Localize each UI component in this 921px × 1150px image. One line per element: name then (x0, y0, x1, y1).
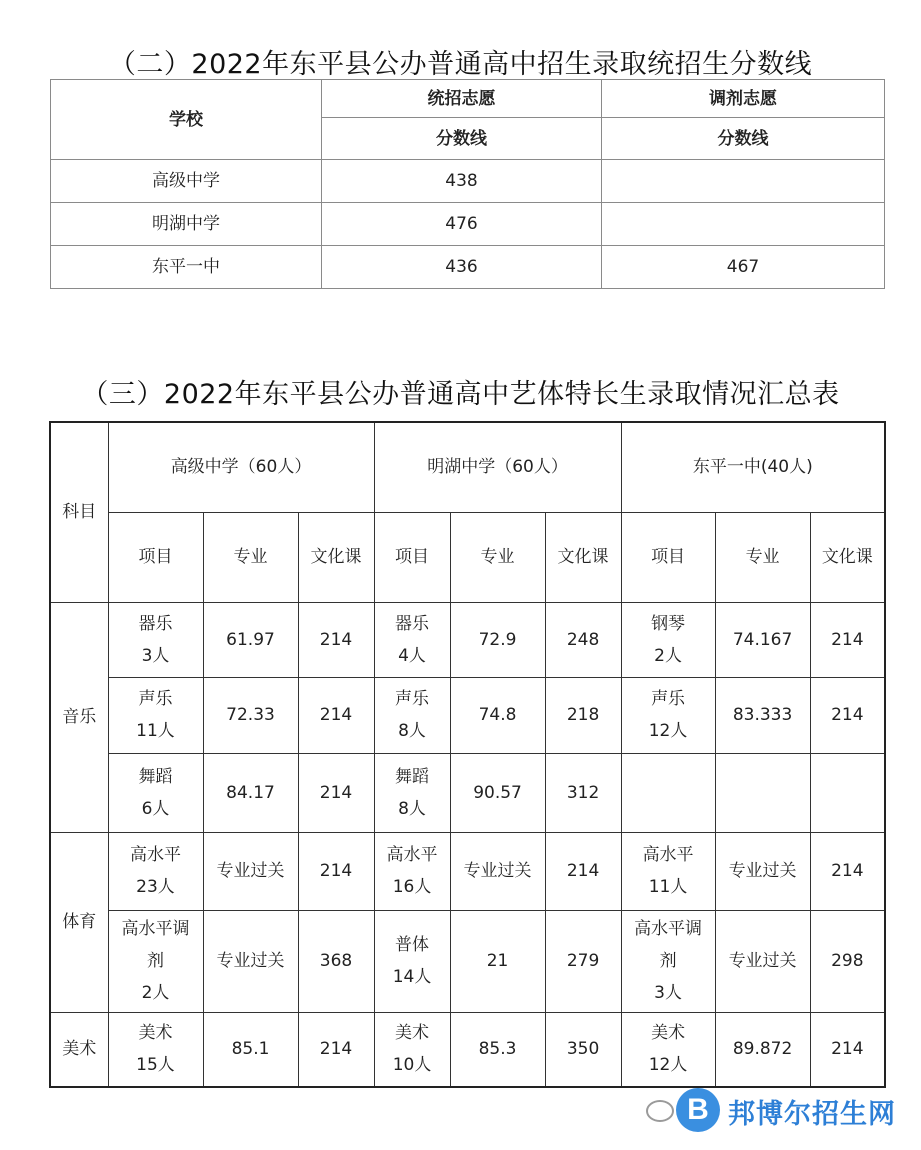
culture-score: 214 (545, 832, 621, 910)
major-score: 专业过关 (715, 910, 810, 1012)
table-row (50, 910, 885, 1012)
header-item: 项目 (374, 512, 450, 602)
culture-score: 298 (810, 910, 885, 1012)
table-row (50, 832, 885, 910)
culture-score: 214 (298, 677, 374, 753)
header-score-unified: 分数线 (322, 118, 602, 160)
major-score: 专业过关 (203, 832, 298, 910)
culture-score: 214 (298, 832, 374, 910)
culture-score: 312 (545, 753, 621, 832)
header-unified: 统招志愿 (322, 80, 602, 118)
item-cell: 高水平 11人 (621, 832, 715, 910)
header-item: 项目 (621, 512, 715, 602)
major-score: 84.17 (203, 753, 298, 832)
table-row (51, 203, 885, 246)
culture-score: 368 (298, 910, 374, 1012)
header-culture: 文化课 (810, 512, 885, 602)
table-row (50, 677, 885, 753)
section2-title: （二）2022年东平县公办普通高中招生录取统招生分数线 (108, 49, 813, 80)
major-score: 89.872 (715, 1012, 810, 1087)
major-score (715, 753, 810, 832)
culture-score (810, 753, 885, 832)
culture-score: 214 (298, 602, 374, 677)
item-cell: 声乐 12人 (621, 677, 715, 753)
culture-score: 214 (810, 832, 885, 910)
table-row (51, 160, 885, 203)
culture-score: 214 (298, 1012, 374, 1087)
item-cell: 美术 15人 (108, 1012, 203, 1087)
item-cell: 器乐 3人 (108, 602, 203, 677)
major-score: 90.57 (450, 753, 545, 832)
art-sports-admission-table (49, 421, 886, 1088)
table-row (50, 753, 885, 832)
watermark (640, 1086, 910, 1134)
major-score: 83.333 (715, 677, 810, 753)
header-school1: 高级中学（60人） (108, 422, 374, 512)
header-culture: 文化课 (545, 512, 621, 602)
header-item: 项目 (108, 512, 203, 602)
item-cell: 高水平 16人 (374, 832, 450, 910)
header-school2: 明湖中学（60人） (374, 422, 621, 512)
header-culture: 文化课 (298, 512, 374, 602)
major-score: 74.8 (450, 677, 545, 753)
item-cell: 普体 14人 (374, 910, 450, 1012)
header-score-adjust: 分数线 (602, 118, 885, 160)
unified-score: 436 (322, 246, 602, 289)
watermark-text: 邦博尔招生网 (728, 1099, 896, 1130)
major-score: 74.167 (715, 602, 810, 677)
item-cell: 舞蹈 6人 (108, 753, 203, 832)
item-cell: 舞蹈 8人 (374, 753, 450, 832)
adjust-score (602, 160, 885, 203)
header-subject: 科目 (50, 422, 108, 602)
table-row (51, 246, 885, 289)
item-cell: 高水平调 剂 2人 (108, 910, 203, 1012)
major-score: 72.9 (450, 602, 545, 677)
major-score: 专业过关 (203, 910, 298, 1012)
item-cell: 高水平 23人 (108, 832, 203, 910)
item-cell: 美术 10人 (374, 1012, 450, 1087)
logo-icon: B (676, 1088, 720, 1132)
item-cell: 美术 12人 (621, 1012, 715, 1087)
item-cell: 声乐 11人 (108, 677, 203, 753)
school-name: 东平一中 (51, 246, 322, 289)
culture-score: 350 (545, 1012, 621, 1087)
table-row (50, 1012, 885, 1087)
header-major: 专业 (450, 512, 545, 602)
major-score: 专业过关 (450, 832, 545, 910)
subject-music: 音乐 (50, 602, 108, 832)
header-major: 专业 (203, 512, 298, 602)
school-name: 高级中学 (51, 160, 322, 203)
table-row (50, 602, 885, 677)
major-score: 85.3 (450, 1012, 545, 1087)
unified-score: 438 (322, 160, 602, 203)
culture-score: 214 (810, 602, 885, 677)
wechat-icon (646, 1100, 674, 1122)
major-score: 21 (450, 910, 545, 1012)
unified-score: 476 (322, 203, 602, 246)
item-cell (621, 753, 715, 832)
school-name: 明湖中学 (51, 203, 322, 246)
culture-score: 214 (810, 1012, 885, 1087)
header-school: 学校 (51, 80, 322, 160)
item-cell: 器乐 4人 (374, 602, 450, 677)
culture-score: 214 (810, 677, 885, 753)
culture-score: 279 (545, 910, 621, 1012)
item-cell: 高水平调 剂 3人 (621, 910, 715, 1012)
subject-sports: 体育 (50, 832, 108, 1012)
header-major: 专业 (715, 512, 810, 602)
adjust-score: 467 (602, 246, 885, 289)
culture-score: 214 (298, 753, 374, 832)
major-score: 72.33 (203, 677, 298, 753)
culture-score: 218 (545, 677, 621, 753)
header-adjust: 调剂志愿 (602, 80, 885, 118)
major-score: 专业过关 (715, 832, 810, 910)
major-score: 61.97 (203, 602, 298, 677)
adjust-score (602, 203, 885, 246)
header-school3: 东平一中(40人) (621, 422, 885, 512)
culture-score: 248 (545, 602, 621, 677)
item-cell: 钢琴 2人 (621, 602, 715, 677)
item-cell: 声乐 8人 (374, 677, 450, 753)
subject-art: 美术 (50, 1012, 108, 1087)
admission-score-table (50, 79, 885, 289)
section3-title: （三）2022年东平县公办普通高中艺体特长生录取情况汇总表 (81, 379, 840, 410)
major-score: 85.1 (203, 1012, 298, 1087)
